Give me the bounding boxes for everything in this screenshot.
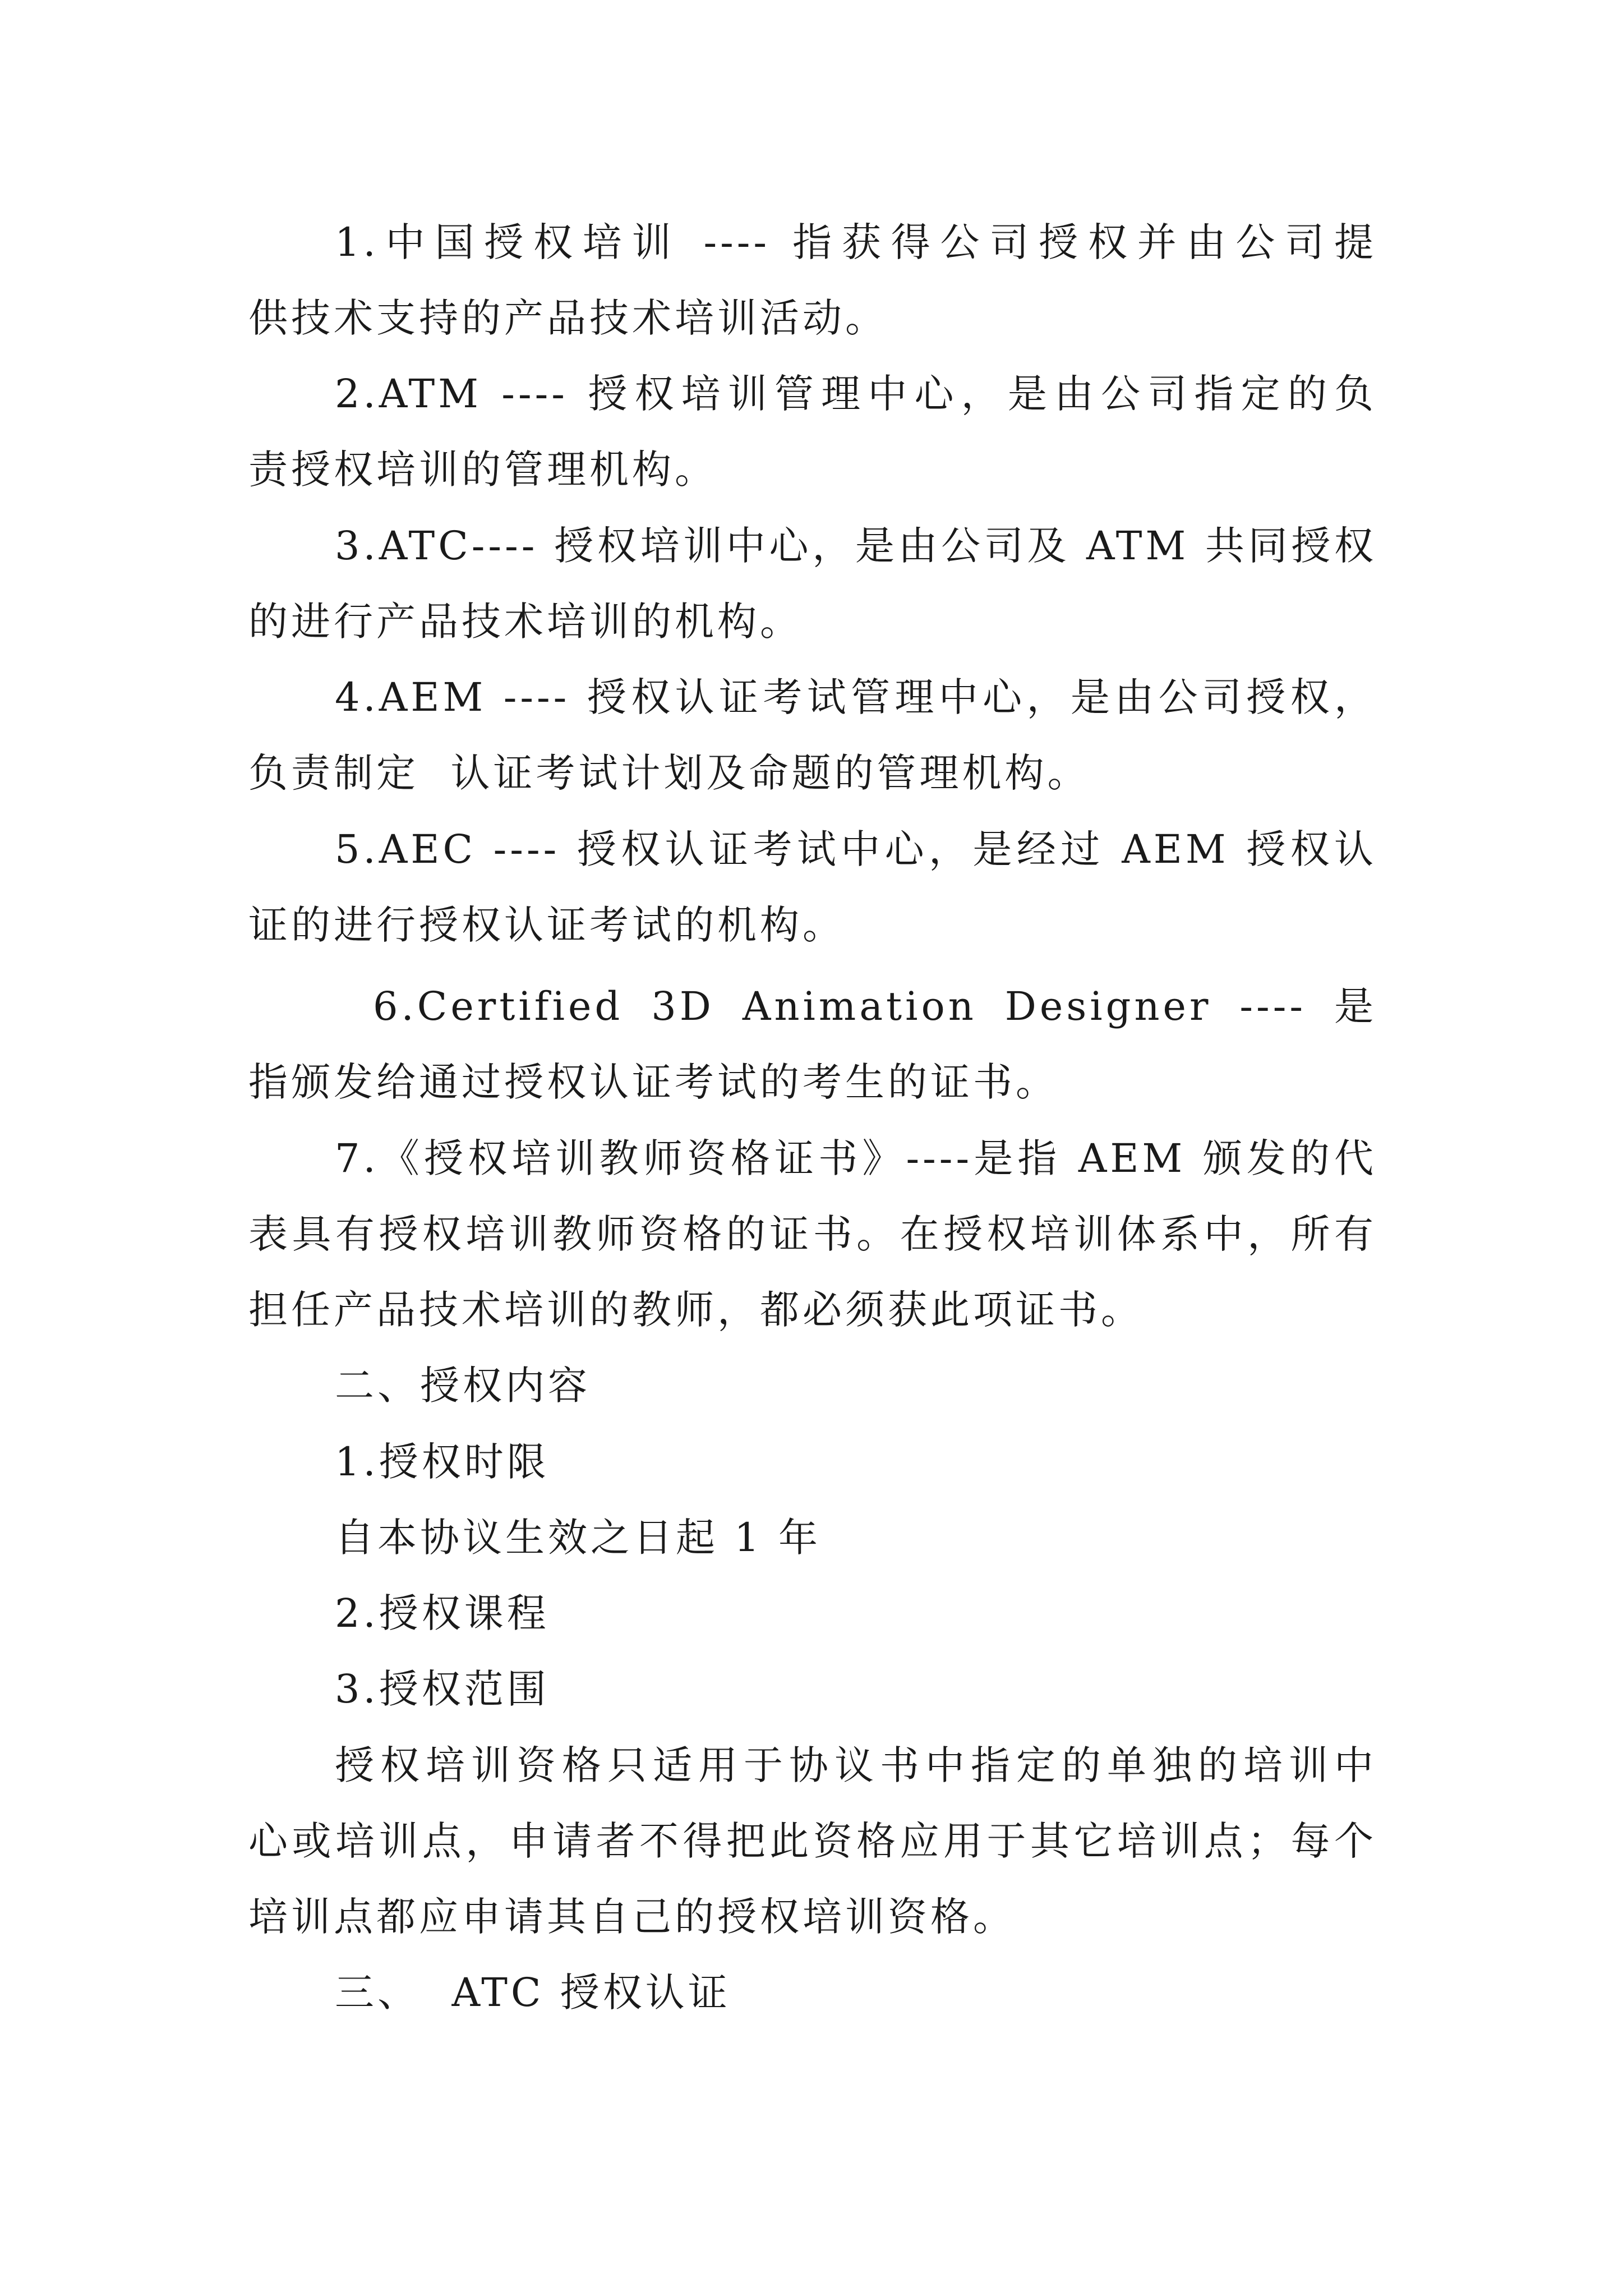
paragraph-line: 担任产品技术培训的教师，都必须获此项证书。 <box>248 1287 1144 1333</box>
paragraph-line: 4.AEM ---- 授权认证考试管理中心，是由公司授权， <box>335 674 1377 720</box>
section-heading: 三、 ATC 授权认证 <box>335 1970 731 2016</box>
paragraph-line: 3.ATC---- 授权培训中心，是由公司及 ATM 共同授权 <box>335 523 1377 569</box>
paragraph-line: 1.中国授权培训 ---- 指获得公司授权并由公司提 <box>335 219 1377 265</box>
paragraph-line: 授权培训资格只适用于协议书中指定的单独的培训中 <box>335 1742 1377 1788</box>
paragraph-line: 供技术支持的产品技术培训活动。 <box>248 295 888 341</box>
paragraph-line: 2.ATM ---- 授权培训管理中心，是由公司指定的负 <box>335 371 1377 417</box>
paragraph-line: 责授权培训的管理机构。 <box>248 447 717 493</box>
subsection-heading: 1.授权时限 <box>335 1439 550 1485</box>
paragraph-line: 7.《授权培训教师资格证书》----是指 AEM 颁发的代 <box>335 1135 1377 1181</box>
paragraph-line: 指颁发给通过授权认证考试的考生的证书。 <box>248 1059 1058 1105</box>
paragraph-line: 培训点都应申请其自己的授权培训资格。 <box>248 1894 1016 1940</box>
subsection-heading: 3.授权范围 <box>335 1666 550 1712</box>
paragraph-line: 心或培训点，申请者不得把此资格应用于其它培训点；每个 <box>248 1818 1377 1864</box>
paragraph-line: 表具有授权培训教师资格的证书。在授权培训体系中，所有 <box>248 1211 1377 1257</box>
subsection-heading: 2.授权课程 <box>335 1590 550 1636</box>
paragraph-line: 的进行产品技术培训的机构。 <box>248 599 803 645</box>
paragraph-line: 证的进行授权认证考试的机构。 <box>248 902 845 948</box>
paragraph-line: 自本协议生效之日起 1 年 <box>335 1515 822 1561</box>
paragraph-line: 6.Certified 3D Animation Designer ---- 是 <box>373 983 1377 1029</box>
paragraph-line: 5.AEC ---- 授权认证考试中心，是经过 AEM 授权认 <box>335 826 1377 872</box>
section-heading: 二、授权内容 <box>335 1363 591 1409</box>
paragraph-line: 负责制定 认证考试计划及命题的管理机构。 <box>248 750 1090 796</box>
